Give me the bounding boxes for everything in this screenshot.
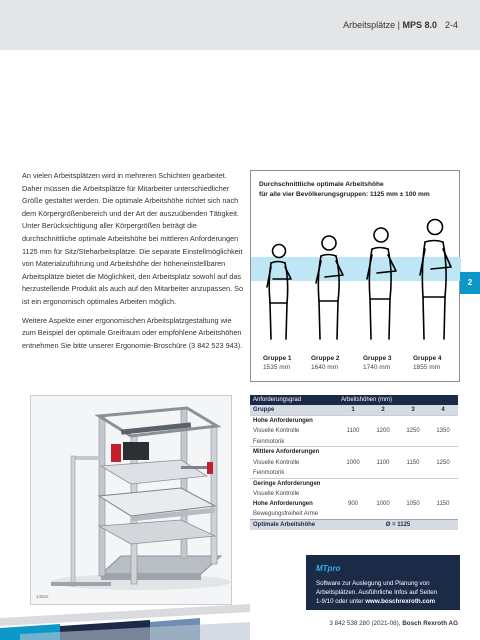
- workstation-photo: [30, 395, 232, 605]
- group-name: Gruppe 2: [311, 355, 340, 362]
- table-value: 1050: [406, 501, 420, 508]
- figure-title-line-1: Durchschnittliche optimale Arbeitshöhe: [259, 181, 384, 188]
- table-value: 1350: [436, 428, 450, 435]
- table-row: [250, 447, 458, 457]
- table-value: 1000: [346, 459, 360, 466]
- promo-text-prefix: 1-9/10 oder unter: [316, 598, 366, 606]
- table-item: Feinmotorik: [253, 469, 285, 476]
- header-separator: |: [395, 20, 403, 30]
- working-height-figure: [250, 170, 460, 382]
- table-item: Feinmotorik: [253, 438, 285, 445]
- working-height-table: [250, 395, 458, 530]
- group-label-1: [263, 354, 292, 372]
- table-value: 1200: [376, 428, 390, 435]
- group-label-4: [413, 354, 442, 372]
- table-row: [250, 499, 458, 509]
- header-product: MPS 8.0: [402, 20, 437, 30]
- group-label-3: [363, 354, 392, 372]
- promo-title: MTpro: [316, 564, 341, 573]
- table-group-number: 4: [428, 405, 458, 415]
- group-height: 1855 mm: [413, 364, 441, 371]
- table-row: [250, 437, 458, 447]
- table-section-title: Hohe Anforderungen: [250, 416, 458, 426]
- table-value: 1150: [436, 501, 450, 508]
- mtpro-promo-box: [306, 555, 460, 610]
- group-height: 1740 mm: [363, 364, 391, 371]
- table-value: 1000: [376, 501, 390, 508]
- footer-stripes: [0, 598, 250, 640]
- table-value: 900: [347, 501, 358, 508]
- table-row: [250, 468, 458, 478]
- figure-title-line-2: für alle vier Bevölkerungsgruppen: 1125 mm ± 100 mm: [259, 191, 430, 198]
- table-row: [250, 489, 458, 499]
- person-figure-3: [367, 228, 396, 339]
- promo-text-line-3: [316, 597, 461, 606]
- table-group-number: 1: [338, 405, 368, 415]
- table-optimal-label: Optimale Arbeitshöhe: [250, 520, 338, 530]
- footer-brand: Bosch Rexroth AG: [402, 620, 458, 627]
- table-group-number: 3: [398, 405, 428, 415]
- header-section: Arbeitsplätze: [343, 20, 396, 30]
- table-value: 1150: [406, 459, 420, 466]
- table-optimal-row: [250, 520, 458, 530]
- group-name: Gruppe 1: [263, 355, 292, 362]
- group-height: 1535 mm: [263, 364, 291, 371]
- table-row: [250, 416, 458, 426]
- promo-text: [316, 579, 461, 607]
- group-height: 1640 mm: [311, 364, 339, 371]
- footer-doc-number: 3 842 538 280 (2021-08),: [329, 620, 401, 627]
- table-row: [250, 478, 458, 488]
- table-value: 1250: [436, 459, 450, 466]
- table-row: [250, 457, 458, 467]
- table-section-title: Geringe Anforderungen: [250, 478, 458, 488]
- promo-link[interactable]: www.boschrexroth.com: [365, 598, 436, 606]
- height-band: [251, 257, 461, 281]
- table-row: [250, 426, 458, 436]
- group-name: Gruppe 3: [363, 355, 392, 362]
- figure-illustration: [251, 171, 461, 383]
- table-value: 1100: [376, 459, 390, 466]
- group-label-2: [311, 354, 340, 372]
- table-item: Visuelle Kontrolle: [253, 428, 300, 435]
- chapter-tab[interactable]: 2: [460, 272, 480, 294]
- table-header-heights: Arbeitshöhen (mm): [338, 395, 458, 405]
- table-item: Bewegungsfreiheit Arme: [253, 511, 319, 518]
- figure-title: [259, 180, 430, 200]
- page-number: 2-4: [444, 20, 458, 30]
- table-header-requirement: Anforderungsgrad: [250, 395, 338, 405]
- table-optimal-value: Ø = 1125: [338, 520, 458, 530]
- promo-text-line-1: Software zur Auslegung und Planung von: [316, 580, 430, 587]
- person-figure-2: [316, 236, 343, 339]
- table-section-title: Hohe Anforderungen: [253, 501, 313, 508]
- footer-text: [329, 620, 458, 627]
- table-group-number: 2: [368, 405, 398, 415]
- table-value: 1250: [406, 428, 420, 435]
- table-item: Visuelle Kontrolle: [253, 490, 300, 497]
- page-header: [0, 0, 480, 50]
- header-text: [343, 20, 458, 30]
- paragraph-1: An vielen Arbeitsplätzen wird in mehreren Schichten gearbeitet. Daher müssen die Arbeitsplätze für Mitarbeiter unterschiedlicher Größe gestaltet werden. Die optimale Arbeitshöhe richtet sich nach dem Körpergrößenbereich und der Art der auszuübenden Tätigkeit. Unter Berücksichtigung aller Körpergrößen beträgt die durchschnittliche optimale Arbeitshöhe bei mittleren Anforderungen 1125 mm für Sitz/Steharbeitsplätze. Die separate Einstellmöglichkeit von Materialzuführung und Arbeitshöhe der höheneinstellbaren Arbeitsplätze bietet die Möglichkeit, den Arbeitsplatz sowohl auf das herzustellende Produkt als auch auf den Mitarbeiter anzupassen. So ist ein ergonomisch optimales Arbeiten möglich.: [22, 171, 244, 306]
- promo-text-line-2: Arbeitsplätzen. Ausführliche Infos auf Seiten: [316, 589, 438, 597]
- table-item: Visuelle Kontrolle: [253, 459, 300, 466]
- workstation-illustration: [31, 396, 232, 605]
- table-section-title: Mittlere Anforderungen: [250, 447, 458, 457]
- table-group-row: [250, 405, 458, 415]
- table-value: 1100: [346, 428, 360, 435]
- paragraph-2: Weitere Aspekte einer ergonomischen Arbeitsplatzgestaltung wie zum Beispiel der optimale Greifraum oder empfohlene Arbeitshöhen entnehmen Sie bitte unserer Ergonomie-Broschüre (3 842 523 943).: [22, 315, 243, 350]
- table-group-label: Gruppe: [250, 405, 338, 415]
- body-text: [22, 170, 246, 358]
- photo-caption: 14552: [36, 594, 49, 599]
- table-row: [250, 509, 458, 519]
- table-header-row: [250, 395, 458, 405]
- group-name: Gruppe 4: [413, 355, 442, 362]
